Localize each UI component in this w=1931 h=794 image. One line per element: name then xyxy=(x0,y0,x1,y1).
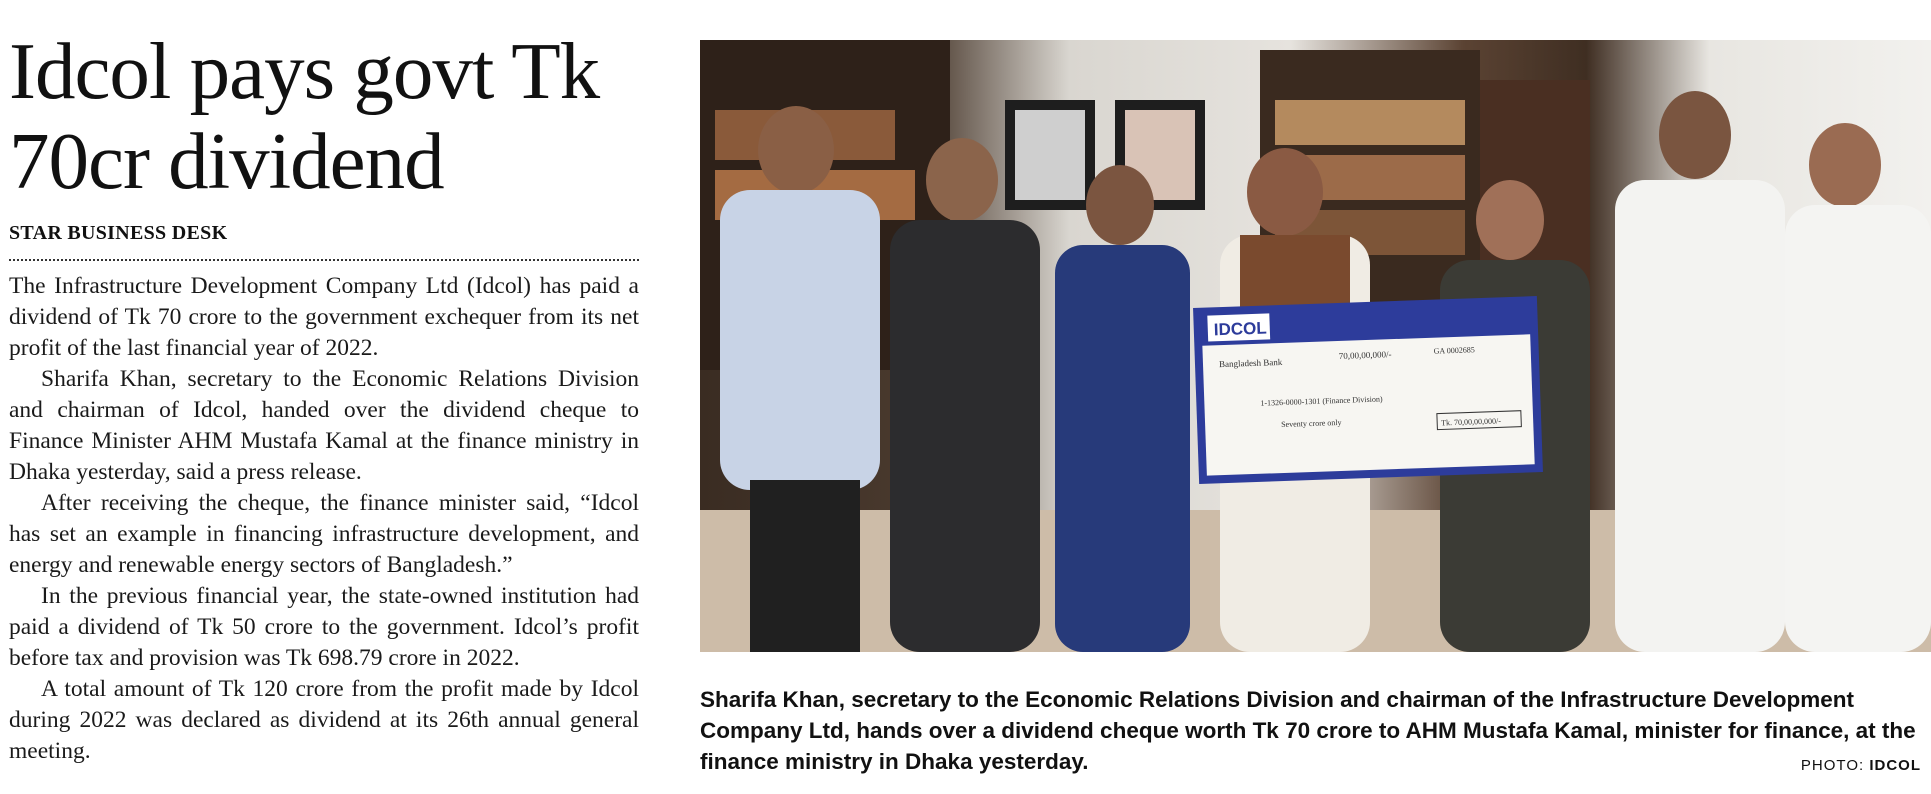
byline-divider xyxy=(9,259,639,261)
news-photo xyxy=(700,40,1931,652)
cheque-amount: 70,00,00,000/- xyxy=(1338,349,1392,361)
article-body xyxy=(9,271,639,767)
article-paragraph: Sharifa Khan, secretary to the Economic Relations Division and chairman of Idcol, handed over the dividend cheque to Finance Minister AHM Mustafa Kamal at the finance ministry in Dhaka yesterday, said a press release. xyxy=(9,366,639,485)
cheque-account: 1-1326-0000-1301 (Finance Division) xyxy=(1260,394,1383,408)
photo-credit-source: IDCOL xyxy=(1869,757,1921,774)
photo-caption: Sharifa Khan, secretary to the Economic Relations Division and chairman of the Infrastructure Development Company Ltd, hands over a dividend cheque worth Tk 70 crore to AHM Mustafa Kamal, minister for finance, at the finance ministry in Dhaka yesterday. xyxy=(700,687,1916,774)
dividend-cheque xyxy=(1193,296,1543,484)
article-paragraph: A total amount of Tk 120 crore from the profit made by Idcol during 2022 was declared as dividend at its 26th annual general meeting. xyxy=(9,676,639,764)
cheque-bank: Bangladesh Bank xyxy=(1218,356,1283,370)
cheque-box-amount: Tk. 70,00,00,000/- xyxy=(1441,416,1502,428)
photo-credit xyxy=(1801,757,1921,774)
article-paragraph: After receiving the cheque, the finance minister said, “Idcol has set an example in financing infrastructure development, and energy and renewable energy sectors of Bangladesh.” xyxy=(9,490,639,578)
article-paragraph: In the previous financial year, the state-owned institution had paid a dividend of Tk 50 crore to the government. Idcol’s profit before tax and provision was Tk 698.79 crore in 2022. xyxy=(9,583,639,671)
cheque-words: Seventy crore only xyxy=(1280,417,1342,430)
headline: Idcol pays govt Tk 70cr dividend xyxy=(9,26,600,206)
photo-credit-label: PHOTO: xyxy=(1800,757,1865,774)
cheque-number: GA 0002685 xyxy=(1433,345,1475,356)
article-paragraph: The Infrastructure Development Company Ltd (Idcol) has paid a dividend of Tk 70 crore to the government exchequer from its net profit of the last financial year of 2022. xyxy=(9,273,639,361)
photo-illustration xyxy=(700,40,1931,652)
cheque-logo: IDCOL xyxy=(1213,318,1267,340)
byline: STAR BUSINESS DESK xyxy=(9,222,228,244)
